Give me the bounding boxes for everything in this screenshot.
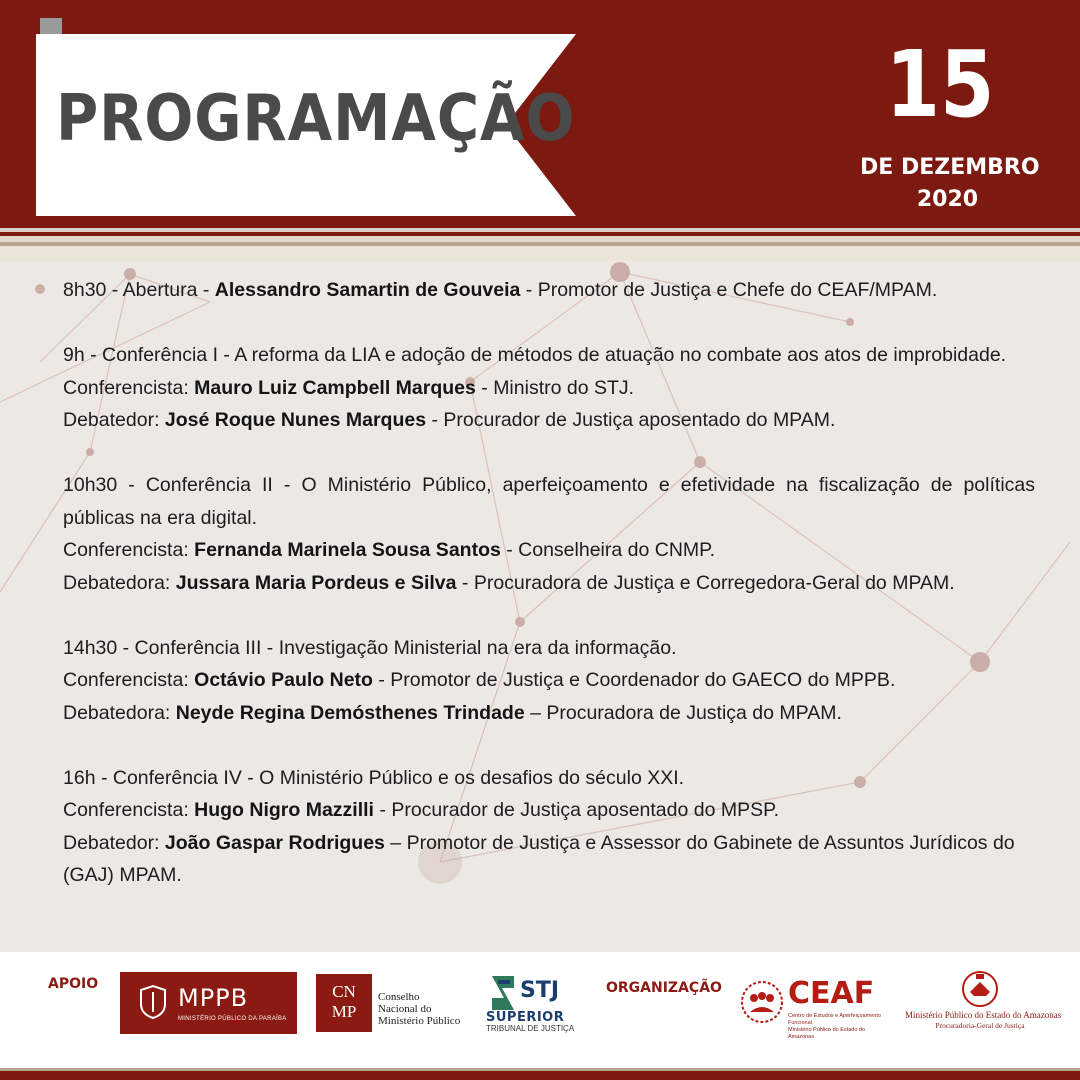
debater-line <box>63 404 1035 437</box>
header-divider <box>0 228 1080 262</box>
event-day: 15 <box>885 31 995 138</box>
speaker-line <box>63 372 1035 405</box>
debater-role: - Procurador de Justiça aposentado do MPAM. <box>426 409 836 431</box>
cnmp-line-2: Nacional do <box>378 1003 432 1015</box>
debater-role: – Promotor de Justiça e Assessor do Gabinete de Assuntos Jurídicos do <box>384 831 1015 854</box>
debater-line <box>63 567 1035 600</box>
session-title: 14h30 - Conferência III - Investigação Ministerial na era da informação. <box>63 636 677 659</box>
schedule-item-conference-3 <box>63 632 1035 730</box>
cnmp-mark-bottom: MP <box>331 1002 357 1021</box>
page-title: PROGRAMAÇÃO <box>56 82 576 156</box>
session-title-cont: públicas na era digital. <box>63 506 258 529</box>
debater-label: Debatedor: <box>63 409 165 431</box>
mppb-emblem-icon <box>138 984 168 1020</box>
speaker-role: - Promotor de Justiça e Coordenador do GAECO do MPPB. <box>372 669 896 691</box>
mppb-logo <box>120 972 297 1034</box>
opening-time: 8h30 - Abertura - <box>63 279 215 301</box>
cnmp-logo-mark <box>316 974 372 1032</box>
speaker-label: Conferencista: <box>63 539 195 561</box>
debater-label: Debatedora: <box>63 571 176 594</box>
mpam-name: Ministério Público do Estado do Amazonas <box>905 1010 1062 1020</box>
speaker-name: Hugo Nigro Mazzilli <box>194 799 374 821</box>
opening-line <box>63 274 1035 307</box>
ceaf-subtitle <box>788 1013 888 1041</box>
mppb-name: MPPB <box>178 984 249 1012</box>
speaker-line <box>63 794 1035 827</box>
stj-line-1: SUPERIOR <box>486 1010 565 1025</box>
debater-role: – Procuradora de Justiça do MPAM. <box>524 701 842 724</box>
opening-speaker-name: Alessandro Samartin de Gouveia <box>214 279 521 301</box>
debater-role-cont: (GAJ) MPAM. <box>63 864 182 886</box>
debater-line <box>63 827 1035 860</box>
debater-line <box>63 697 1035 730</box>
speaker-label: Conferencista: <box>63 669 195 691</box>
ceaf-emblem-icon <box>740 980 784 1024</box>
cnmp-mark-top: CN <box>332 982 356 1001</box>
ceaf-line-1: Centro de Estudos e Aperfeiçoamento Funcional <box>788 1013 881 1026</box>
debater-name: Jussara Maria Pordeus e Silva <box>175 571 457 594</box>
footer-bar <box>0 1068 1080 1080</box>
schedule-item-conference-1 <box>63 339 1035 437</box>
organization-label: ORGANIZAÇÃO <box>606 980 722 996</box>
debater-name: José Roque Nunes Marques <box>164 409 427 431</box>
speaker-label: Conferencista: <box>63 799 195 821</box>
mpam-emblem-icon <box>960 970 1000 1008</box>
support-label: APOIO <box>48 976 99 992</box>
cnmp-logo-text <box>378 991 460 1027</box>
schedule-item-conference-2 <box>63 469 1035 599</box>
session-title: 16h - Conferência IV - O Ministério Público e os desafios do século XXI. <box>63 766 685 789</box>
event-year: 2020 <box>916 187 979 212</box>
session-title: 10h30 - Conferência II - O Ministério Público, aperfeiçoamento e efetividade na fiscalização de políticas <box>63 474 1035 496</box>
speaker-role: - Ministro do STJ. <box>475 376 635 399</box>
stj-mark-icon <box>490 974 516 1012</box>
debater-name: Neyde Regina Demósthenes Trindade <box>175 701 525 724</box>
cnmp-line-1: Conselho <box>378 991 420 1003</box>
mpam-subtitle: Procuradoria-Geral de Justiça <box>935 1021 1025 1030</box>
event-month: DE DEZEMBRO <box>860 155 1040 180</box>
ceaf-name: CEAF <box>788 976 875 1011</box>
debater-label: Debatedora: <box>63 701 176 724</box>
debater-name: João Gaspar Rodrigues <box>164 831 385 854</box>
stj-name: STJ <box>520 978 560 1003</box>
speaker-label: Conferencista: <box>63 376 195 399</box>
cnmp-line-3: Ministério Público <box>378 1015 461 1027</box>
speaker-name: Octávio Paulo Neto <box>194 669 373 691</box>
debater-label: Debatedor: <box>63 831 165 854</box>
stj-line-2: TRIBUNAL DE JUSTIÇA <box>486 1024 575 1033</box>
ceaf-line-2: Ministério Público do Estado do Amazonas <box>788 1027 866 1040</box>
speaker-role: - Conselheira do CNMP. <box>500 539 716 561</box>
speaker-role: - Procurador de Justiça aposentado do MPSP. <box>373 799 780 821</box>
schedule-item-conference-4 <box>63 762 1035 892</box>
mppb-subtitle: MINISTÉRIO PÚBLICO DA PARAÍBA <box>178 1016 287 1022</box>
schedule <box>63 274 1035 924</box>
speaker-line <box>63 664 1035 697</box>
opening-speaker-role: - Promotor de Justiça e Chefe do CEAF/MPAM. <box>520 279 938 301</box>
speaker-name: Mauro Luiz Campbell Marques <box>194 376 476 399</box>
schedule-item-opening <box>63 274 1035 307</box>
session-title: 9h - Conferência I - A reforma da LIA e adoção de métodos de atuação no combate aos atos de improbidade. <box>63 344 1007 366</box>
speaker-line <box>63 534 1035 567</box>
debater-role: - Procuradora de Justiça e Corregedora-Geral do MPAM. <box>456 571 955 594</box>
speaker-name: Fernanda Marinela Sousa Santos <box>194 539 501 561</box>
